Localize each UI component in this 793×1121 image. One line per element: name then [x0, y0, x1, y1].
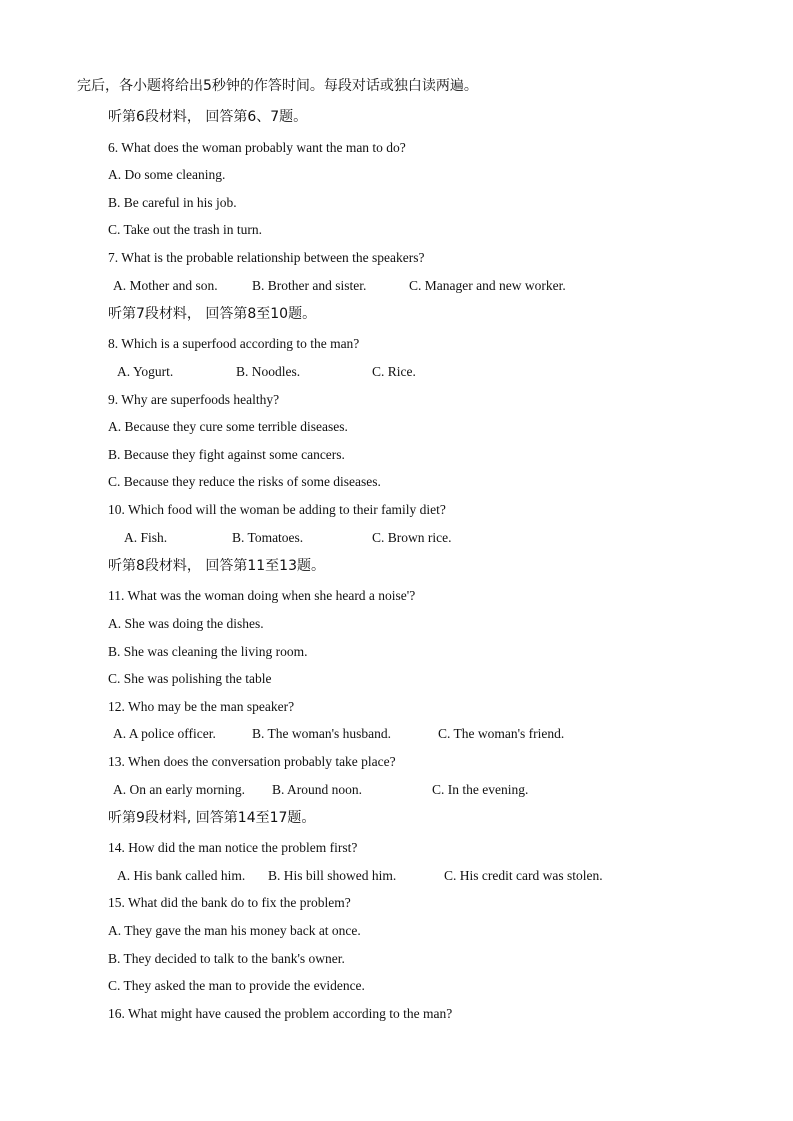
question-12-stem: 12. Who may be the man speaker?: [108, 699, 295, 714]
question-8-option-c: C. Rice.: [372, 364, 416, 379]
question-15-option-a: A. They gave the man his money back at once.: [108, 923, 361, 938]
section-9-heading: 听第9段材料, 回答第14至17题。: [108, 810, 316, 826]
question-9-option-a: A. Because they cure some terrible diseases.: [108, 419, 348, 434]
question-9-option-b: B. Because they fight against some cancers.: [108, 447, 345, 462]
question-15-option-c: C. They asked the man to provide the evidence.: [108, 978, 365, 993]
question-10-option-c: C. Brown rice.: [372, 530, 452, 545]
question-7-option-c: C. Manager and new worker.: [409, 278, 566, 293]
question-15-option-b: B. They decided to talk to the bank's owner.: [108, 951, 345, 966]
question-13-option-a: A. On an early morning.: [113, 782, 245, 797]
question-15-stem: 15. What did the bank do to fix the problem?: [108, 895, 351, 910]
question-6-option-c: C. Take out the trash in turn.: [108, 222, 263, 237]
question-13-stem: 13. When does the conversation probably take place?: [108, 754, 396, 769]
question-8-option-b: B. Noodles.: [236, 364, 301, 379]
question-10-option-b: B. Tomatoes.: [232, 530, 304, 545]
question-14-option-c: C. His credit card was stolen.: [444, 868, 603, 883]
section-8-heading: 听第8段材料， 回答第11至13题。: [108, 558, 325, 574]
section-7-heading: 听第7段材料， 回答第8至10题。: [108, 306, 317, 322]
question-14-option-a: A. His bank called him.: [117, 868, 246, 883]
question-10-option-a: A. Fish.: [124, 530, 168, 545]
question-11-option-c: C. She was polishing the table: [108, 671, 272, 686]
question-12-option-a: A. A police officer.: [113, 726, 216, 741]
question-14-option-b: B. His bill showed him.: [268, 868, 397, 883]
question-6-option-a: A. Do some cleaning.: [108, 167, 226, 182]
question-6-option-b: B. Be careful in his job.: [108, 195, 237, 210]
question-13-option-c: C. In the evening.: [432, 782, 529, 797]
question-8-option-a: A. Yogurt.: [117, 364, 174, 379]
question-16-stem: 16. What might have caused the problem according to the man?: [108, 1006, 453, 1021]
question-6-stem: 6. What does the woman probably want the man to do?: [108, 140, 406, 155]
question-11-stem: 11. What was the woman doing when she heard a noise'?: [108, 588, 416, 603]
question-10-stem: 10. Which food will the woman be adding to their family diet?: [108, 502, 446, 517]
instructions-text: 完后，各小题将给出5秒钟的作答时间。每段对话或独白读两遍。: [77, 78, 478, 94]
question-13-option-b: B. Around noon.: [272, 782, 363, 797]
question-12-option-b: B. The woman's husband.: [252, 726, 392, 741]
question-9-option-c: C. Because they reduce the risks of some diseases.: [108, 474, 381, 489]
question-14-stem: 14. How did the man notice the problem first?: [108, 840, 358, 855]
question-9-stem: 9. Why are superfoods healthy?: [108, 392, 280, 407]
question-7-option-b: B. Brother and sister.: [252, 278, 367, 293]
question-12-option-c: C. The woman's friend.: [438, 726, 565, 741]
question-8-stem: 8. Which is a superfood according to the man?: [108, 336, 360, 351]
question-11-option-b: B. She was cleaning the living room.: [108, 644, 308, 659]
question-7-stem: 7. What is the probable relationship between the speakers?: [108, 250, 425, 265]
section-6-heading: 听第6段材料， 回答第6、7题。: [108, 109, 308, 125]
question-11-option-a: A. She was doing the dishes.: [108, 616, 264, 631]
question-7-option-a: A. Mother and son.: [113, 278, 218, 293]
